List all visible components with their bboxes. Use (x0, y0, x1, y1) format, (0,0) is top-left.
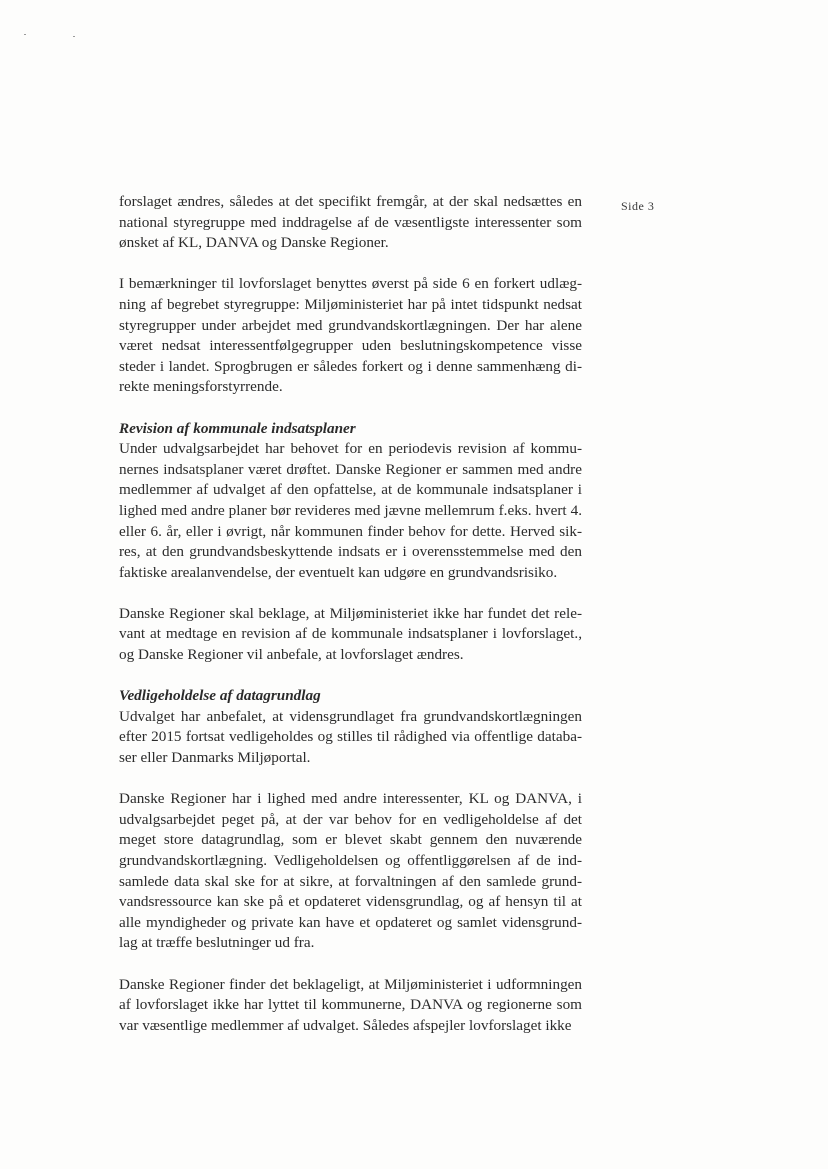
paragraph-bemaerkninger: I bemærkninger til lovforslaget benyttes øverst på side 6 en forkert udlægning af begrebet styregruppe: Miljøministeriet har på intet tidspunkt nedsat styregrupper under arbejdet med grundvandskortlægningen. Der har alene været nedsat interessentfølgegrupper uden beslutningskompetence visse steder i landet. Sprogbrugen er således forkert og i denne sammenhæng direkte meningsforstyrrende. (119, 275, 582, 396)
paragraph-styregruppe: forslaget ændres, således at det specifikt fremgår, at der skal nedsættes en national styregruppe med inddragelse af de væsentligste interessenter som ønsket af KL, DANVA og Danske Regioner. (119, 193, 582, 252)
scan-speck (73, 36, 75, 37)
paragraph-beklageligt: Danske Regioner finder det beklageligt, at Miljøministeriet i udformningen af lovforslaget ikke har lyttet til kommunerne, DANVA og regionerne som var væsentlige medlemmer af udvalget. Således afspejler lovforslaget ikke (119, 975, 582, 1034)
page-number: Side 3 (621, 199, 655, 213)
paragraph-beklage: Danske Regioner skal beklage, at Miljøministeriet ikke har fundet det relevant at medtage en revision af de kommunale indsatsplaner i lovforslaget., og Danske Regioner vil anbefale, at lovforslaget ændres. (119, 604, 582, 664)
section-revision (119, 419, 582, 584)
paragraph-datagrundlag: Danske Regioner har i lighed med andre interessenter, KL og DANVA, i udvalgsarbejdet peget på, at der var behov for en vedligeholdelse af det meget store datagrundlag, som er blevet skabt gennem den nuværende grundvandskortlægning. Vedligeholdelsen og offentliggørelsen af de indsamlede data skal ske for at sikre, at forvaltningen af den samlede grundvandsressource kan ske på et opdateret vidensgrundlag, og af hensyn til at alle myndigheder og private kan have et opdateret og samlet vidensgrundlag at træffe beslutninger ud fra. (119, 790, 582, 952)
section-text: Under udvalgsarbejdet har behovet for en periodevis revision af kommunernes indsatsplaner været drøftet. Danske Regioner er sammen med andre medlemmer af udvalget af den opfattelse, at de kommunale indsatsplaner i lighed med andre planer bør revideres med jævne mellemrum f.eks. hvert 4. eller 6. år, eller i øvrigt, når kommunen finder behov for dette. Herved sikres, at den grundvandsbeskyttende indsats er i overensstemmelse med den faktiske arealanvendelse, der eventuelt kan udgøre en grundvandsrisiko. (119, 440, 582, 581)
letter-body (119, 192, 582, 1057)
scan-speck (24, 34, 26, 35)
section-heading: Vedligeholdelse af datagrundlag (119, 687, 321, 705)
section-vedligeholdelse (119, 686, 582, 768)
section-heading: Revision af kommunale indsatsplaner (119, 419, 356, 437)
section-text: Udvalget har anbefalet, at vidensgrundlaget fra grundvandskortlægningen efter 2015 fortsat vedligeholdes og stilles til rådighed via offentlige databaser eller Danmarks Miljøportal. (119, 707, 582, 767)
